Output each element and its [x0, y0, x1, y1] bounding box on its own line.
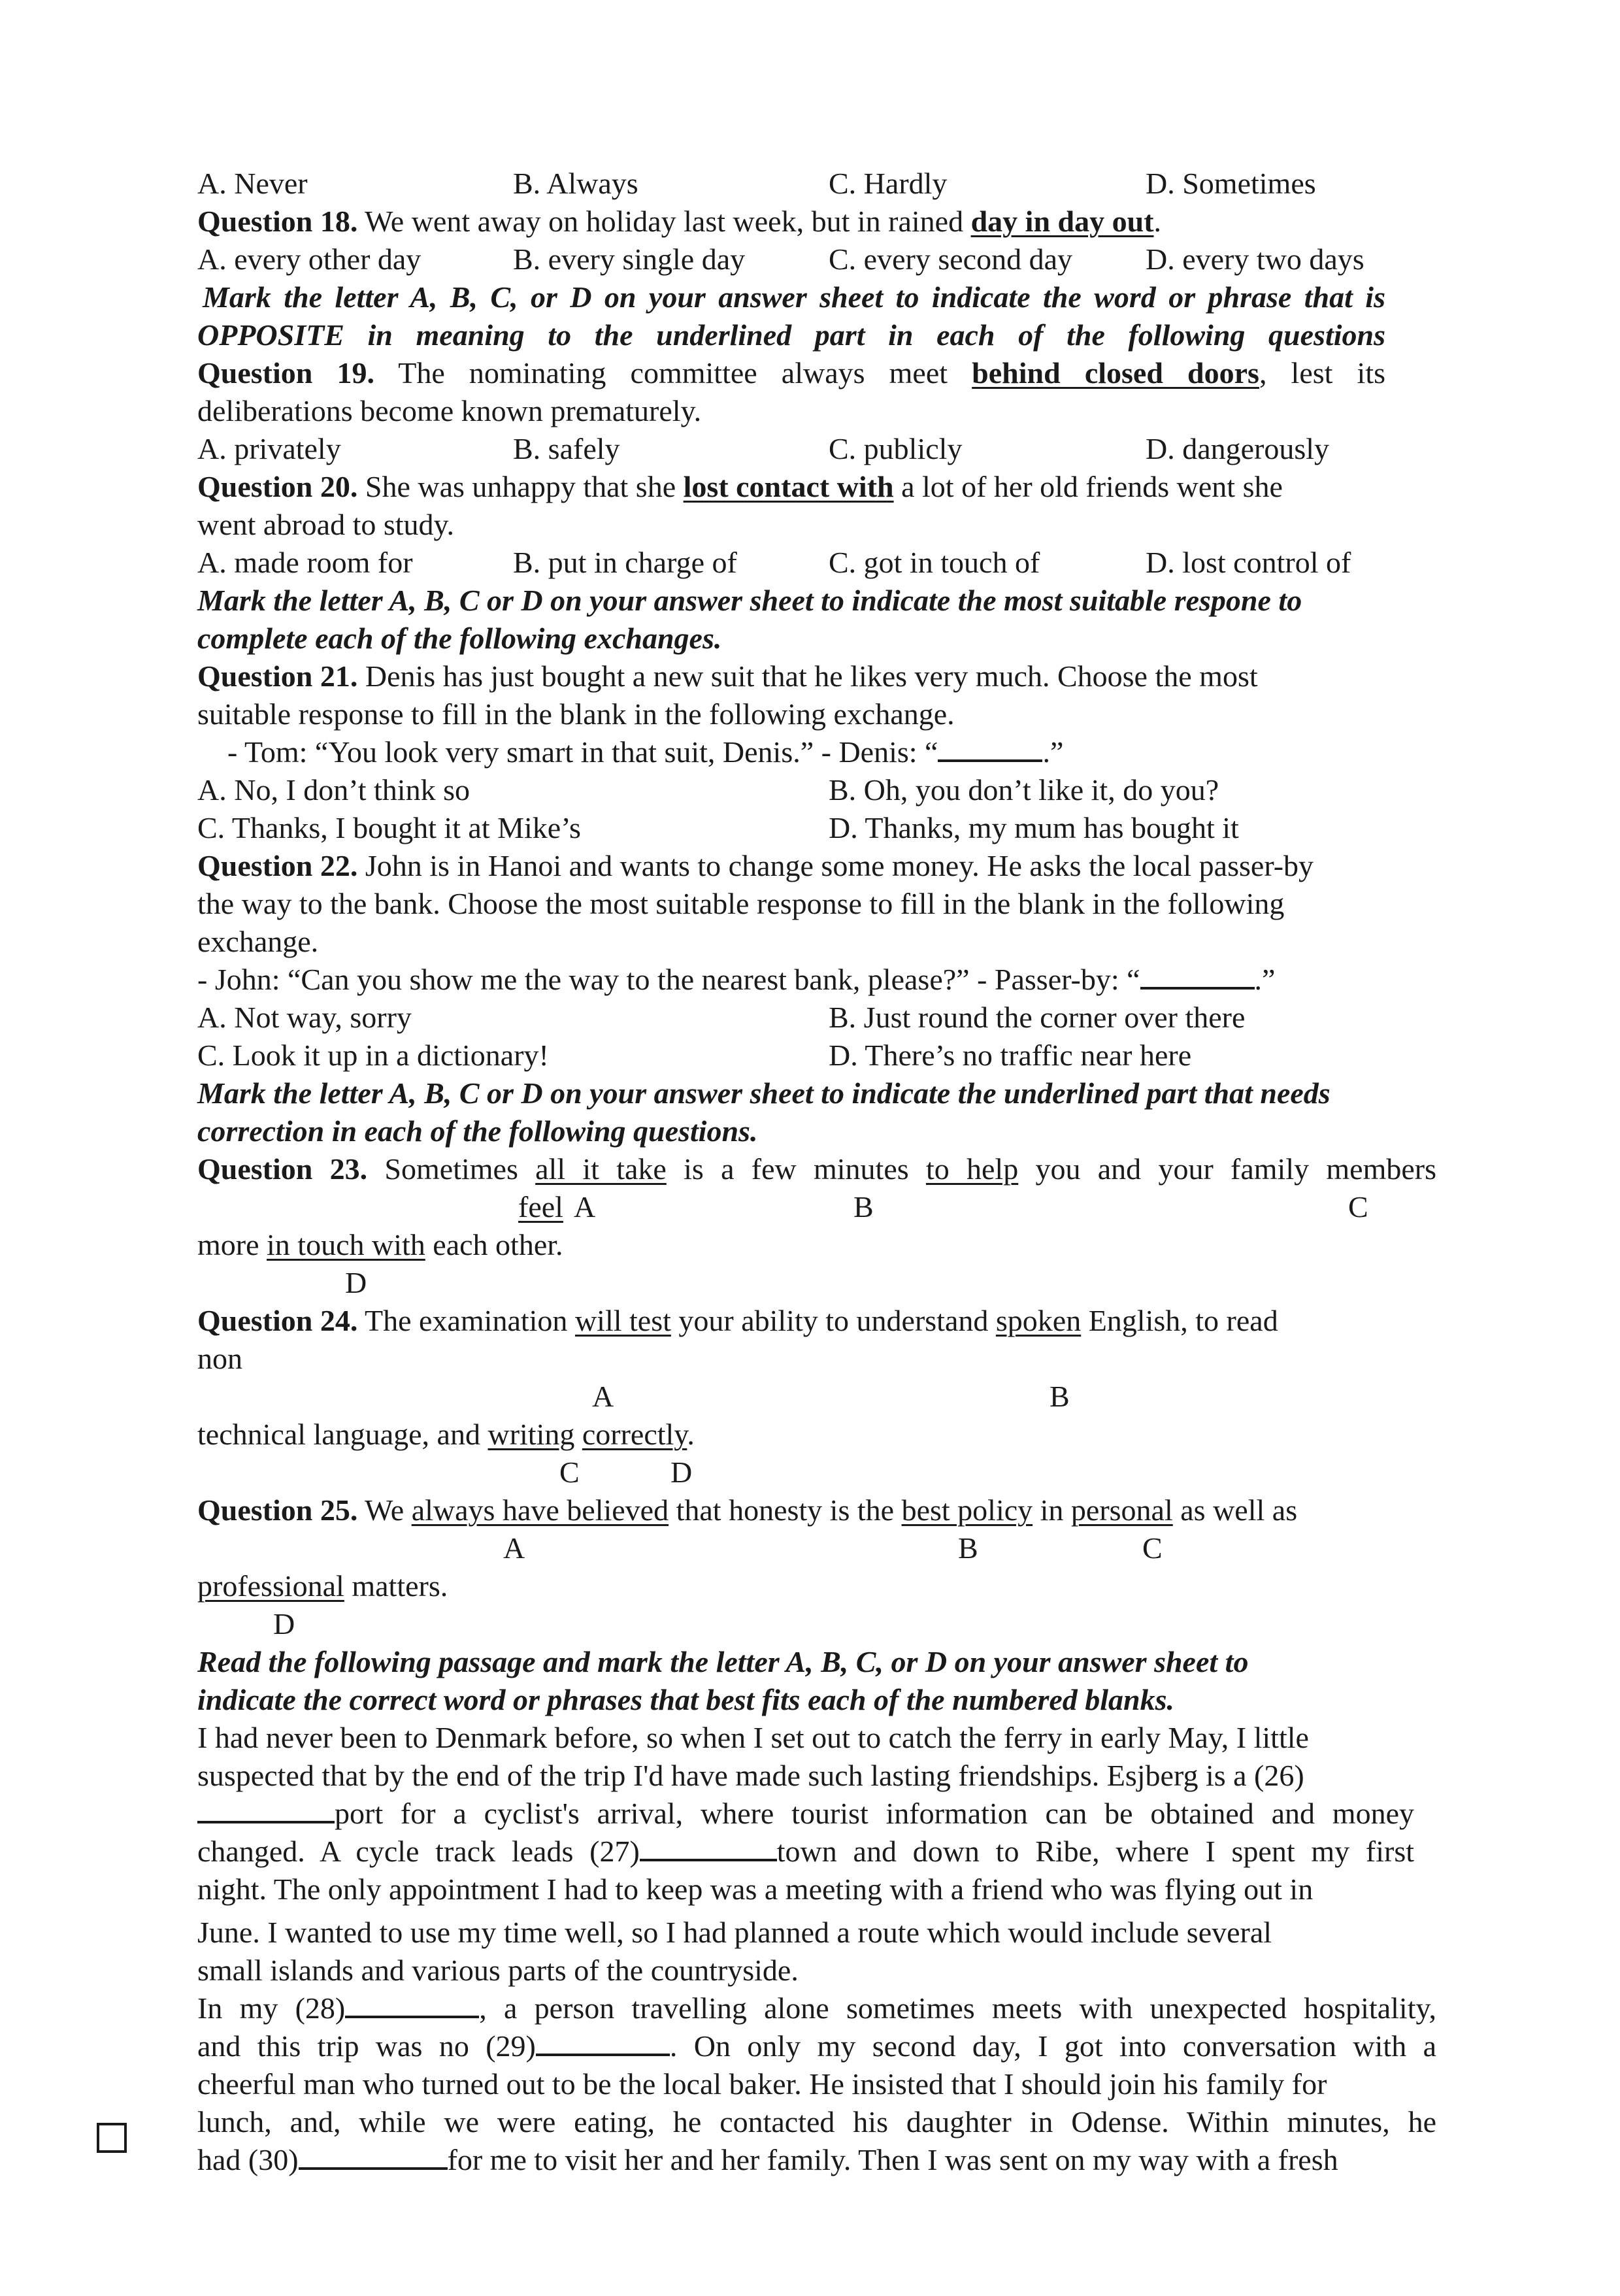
q18-text-end: .: [1153, 205, 1162, 238]
passage-p2-line1-start: In my (28): [197, 1991, 346, 2025]
blank-30: [299, 2145, 448, 2170]
q22-label: Question 22.: [197, 849, 358, 882]
q24-underlined-d: correctly: [582, 1418, 687, 1451]
instruction-response-line1: Mark the letter A, B, C or D on your answer sheet to indicate the most suitable respone to: [197, 584, 1302, 617]
q24-text-5: .: [687, 1418, 695, 1451]
instruction-passage-line2: indicate the correct word or phrases that best fits each of the numbered blanks.: [197, 1683, 1175, 1716]
q25-letter-a: A: [503, 1531, 525, 1565]
passage-p1-line4-end: town and down to Ribe, where I spent my first: [776, 1835, 1415, 1868]
q19-option-d: D. dangerously: [1146, 432, 1330, 465]
q24-label: Question 24.: [197, 1304, 358, 1337]
q21-answer-blank: [938, 737, 1042, 762]
q20-option-d: D. lost control of: [1146, 546, 1351, 579]
passage-p1-line3: [197, 1799, 1414, 1829]
q24-line2: non: [197, 1342, 242, 1375]
q21-option-b: B. Oh, you don’t like it, do you?: [829, 773, 1219, 807]
passage-p1-line5: night. The only appointment I had to keep was a meeting with a friend who was flying out in: [197, 1872, 1314, 1906]
instruction-correction-line2: correction in each of the following questions.: [197, 1114, 758, 1148]
q22-line2: the way to the bank. Choose the most suitable response to fill in the blank in the following: [197, 887, 1285, 920]
q24-underlined-b: spoken: [995, 1304, 1082, 1337]
q17-option-a: A. Never: [197, 167, 308, 200]
blank-29: [536, 2031, 670, 2056]
q25-text-1: We: [357, 1493, 412, 1527]
passage-p2-line2: [197, 2031, 1436, 2061]
q19-line2: deliberations become known prematurely.: [197, 394, 702, 427]
q22-dialogue: [197, 965, 1275, 995]
instruction-opposite-line2: OPPOSITE in meaning to the underlined part in each of the following questions: [197, 318, 1385, 352]
q25-line2: [197, 1571, 448, 1601]
q18-label: Question 18.: [197, 205, 358, 238]
q22-stem: [197, 851, 1314, 881]
q25-stem: [197, 1495, 1297, 1525]
q19-option-b: B. safely: [513, 432, 620, 465]
q22-line3: exchange.: [197, 925, 319, 958]
passage-p1-line2: suspected that by the end of the trip I'd have made such lasting friendships. Esjberg is a (26): [197, 1759, 1304, 1792]
q19-text: The nominating committee always meet: [374, 356, 972, 390]
q18-text: We went away on holiday last week, but in rained: [357, 205, 971, 238]
q25-letter-d: D: [273, 1607, 295, 1640]
q21-option-d: D. Thanks, my mum has bought it: [829, 811, 1239, 844]
q21-line2: suitable response to fill in the blank in the following exchange.: [197, 697, 955, 731]
q19-label: Question 19.: [197, 356, 374, 390]
q25-underlined-c: personal: [1070, 1493, 1173, 1527]
passage-p1-line3-text: port for a cyclist's arrival, where tourist information can be obtained and money: [335, 1797, 1414, 1830]
q23-label: Question 23.: [197, 1152, 368, 1186]
q18-option-a: A. every other day: [197, 242, 422, 276]
blank-28: [345, 1993, 479, 2018]
q25-underlined-b: best policy: [901, 1493, 1033, 1527]
passage-p1-line1: I had never been to Denmark before, so when I set out to catch the ferry in early May, I little: [197, 1721, 1309, 1754]
q20-text-end: a lot of her old friends went she: [893, 470, 1283, 503]
q21-label: Question 21.: [197, 659, 358, 693]
instruction-opposite-line1: Mark the letter A, B, C, or D on your answer sheet to indicate the word or phrase that is: [203, 280, 1385, 314]
q23-underlined-b: to help: [925, 1152, 1019, 1186]
q23-underlined-c: feel: [518, 1190, 563, 1223]
q21-dialogue: [227, 737, 1063, 767]
q23-line3: [197, 1230, 563, 1260]
passage-p2-line2-end: . On only my second day, I got into conversation with a: [669, 2029, 1436, 2063]
q23-text-5: each other.: [425, 1228, 563, 1261]
q17-option-b: B. Always: [513, 167, 638, 200]
passage-p1-line4-start: changed. A cycle track leads (27): [197, 1835, 640, 1868]
q22-dialogue-start: - John: “Can you show me the way to the nearest bank, please?” - Passer-by: “: [197, 963, 1140, 996]
q25-underlined-d: professional: [197, 1569, 344, 1603]
q24-text-3: English, to read: [1081, 1304, 1278, 1337]
q23-text-4: more: [197, 1228, 267, 1261]
q23-underlined-a: all it take: [535, 1152, 667, 1186]
q18-underlined: day in day out: [970, 205, 1154, 238]
blank-27: [640, 1837, 777, 1861]
passage-p2-line5: [197, 2145, 1338, 2175]
q25-letter-c: C: [1142, 1531, 1163, 1565]
checkbox-square[interactable]: [97, 2123, 127, 2153]
passage-p2-line5-end: for me to visit her and her family. Then I was sent on my way with a fresh: [447, 2143, 1338, 2176]
passage-p1-line6: June. I wanted to use my time well, so I had planned a route which would include several: [197, 1916, 1272, 1949]
q24-text-2: your ability to understand: [670, 1304, 996, 1337]
q25-label: Question 25.: [197, 1493, 358, 1527]
q20-underlined: lost contact with: [683, 470, 894, 503]
q20-stem: [197, 472, 1283, 502]
q24-line3: [197, 1420, 695, 1450]
q19-stem: [197, 358, 1385, 388]
q22-option-c: C. Look it up in a dictionary!: [197, 1039, 549, 1072]
q23-text-3: you and your family members: [1018, 1152, 1436, 1186]
q23-letter-b: B: [853, 1190, 874, 1223]
q19-option-a: A. privately: [197, 432, 341, 465]
q19-underlined: behind closed doors: [972, 356, 1259, 390]
q24-letter-a: A: [592, 1380, 614, 1413]
q18-option-d: D. every two days: [1146, 242, 1364, 276]
q25-letter-b: B: [958, 1531, 978, 1565]
q24-letter-c: C: [559, 1456, 580, 1489]
instruction-correction-line1: Mark the letter A, B, C or D on your answer sheet to indicate the underlined part that needs: [197, 1076, 1331, 1110]
q18-option-c: C. every second day: [829, 242, 1072, 276]
q25-text-4: as well as: [1172, 1493, 1298, 1527]
q18-option-b: B. every single day: [513, 242, 746, 276]
passage-p2-line2-start: and this trip was no (29): [197, 2029, 536, 2063]
passage-p2-line5-start: had (30): [197, 2143, 299, 2176]
q23-stem: [197, 1154, 1436, 1184]
q21-option-a: A. No, I don’t think so: [197, 773, 470, 807]
q22-option-a: A. Not way, sorry: [197, 1001, 412, 1034]
q21-stem: [197, 661, 1258, 691]
q23-letter-d: D: [345, 1266, 367, 1299]
q22-answer-blank: [1140, 965, 1255, 990]
q23-letter-c: C: [1348, 1190, 1368, 1223]
q21-dialogue-end: .”: [1042, 735, 1064, 769]
q18-stem: [197, 207, 1161, 237]
q20-option-c: C. got in touch of: [829, 546, 1040, 579]
q25-text-5: matters.: [344, 1569, 448, 1603]
q21-dialogue-start: - Tom: “You look very smart in that suit, Denis.” - Denis: “: [227, 735, 938, 769]
q24-letter-b: B: [1050, 1380, 1070, 1413]
q25-text-3: in: [1033, 1493, 1071, 1527]
instruction-response-line2: complete each of the following exchanges.: [197, 622, 722, 655]
q20-line2: went abroad to study.: [197, 508, 455, 541]
q24-text-4: technical language, and: [197, 1418, 488, 1451]
q17-option-c: C. Hardly: [829, 167, 948, 200]
q23-underlined-d: in touch with: [267, 1228, 425, 1261]
q20-text: She was unhappy that she: [357, 470, 684, 503]
q20-option-a: A. made room for: [197, 546, 413, 579]
passage-p2-line3: cheerful man who turned out to be the local baker. He insisted that I should join his family for: [197, 2067, 1327, 2101]
passage-p2-line4: lunch, and, while we were eating, he contacted his daughter in Odense. Within minutes, he: [197, 2105, 1436, 2138]
q23-text-1: Sometimes: [367, 1152, 536, 1186]
q20-label: Question 20.: [197, 470, 358, 503]
q25-underlined-a: always have believed: [411, 1493, 669, 1527]
passage-p2-line1-end: , a person travelling alone sometimes meets with unexpected hospitality,: [479, 1991, 1436, 2025]
q24-underlined-a: will test: [574, 1304, 671, 1337]
q19-text-end: , lest its: [1259, 356, 1386, 390]
passage-p1-line4: [197, 1837, 1414, 1867]
blank-26: [197, 1799, 335, 1823]
q21-option-c: C. Thanks, I bought it at Mike’s: [197, 811, 581, 844]
passage-p2-line1: [197, 1993, 1436, 2023]
q25-text-2: that honesty is the: [669, 1493, 902, 1527]
q24-stem: [197, 1306, 1278, 1336]
passage-p1-line7: small islands and various parts of the countryside.: [197, 1954, 799, 1987]
q22-option-d: D. There’s no traffic near here: [829, 1039, 1192, 1072]
q20-option-b: B. put in charge of: [513, 546, 737, 579]
q23-text-2: is a few minutes: [666, 1152, 926, 1186]
q22-text: John is in Hanoi and wants to change some money. He asks the local passer-by: [357, 849, 1314, 882]
q17-option-d: D. Sometimes: [1146, 167, 1316, 200]
q23-letter-a: A: [574, 1190, 596, 1223]
q24-underlined-c: writing: [488, 1418, 575, 1451]
q24-letter-d: D: [670, 1456, 693, 1489]
q24-text-1: The examination: [357, 1304, 575, 1337]
q19-option-c: C. publicly: [829, 432, 963, 465]
instruction-passage-line1: Read the following passage and mark the letter A, B, C, or D on your answer sheet to: [197, 1645, 1249, 1678]
q21-text: Denis has just bought a new suit that he likes very much. Choose the most: [357, 659, 1258, 693]
q22-dialogue-end: .”: [1254, 963, 1276, 996]
q22-option-b: B. Just round the corner over there: [829, 1001, 1246, 1034]
